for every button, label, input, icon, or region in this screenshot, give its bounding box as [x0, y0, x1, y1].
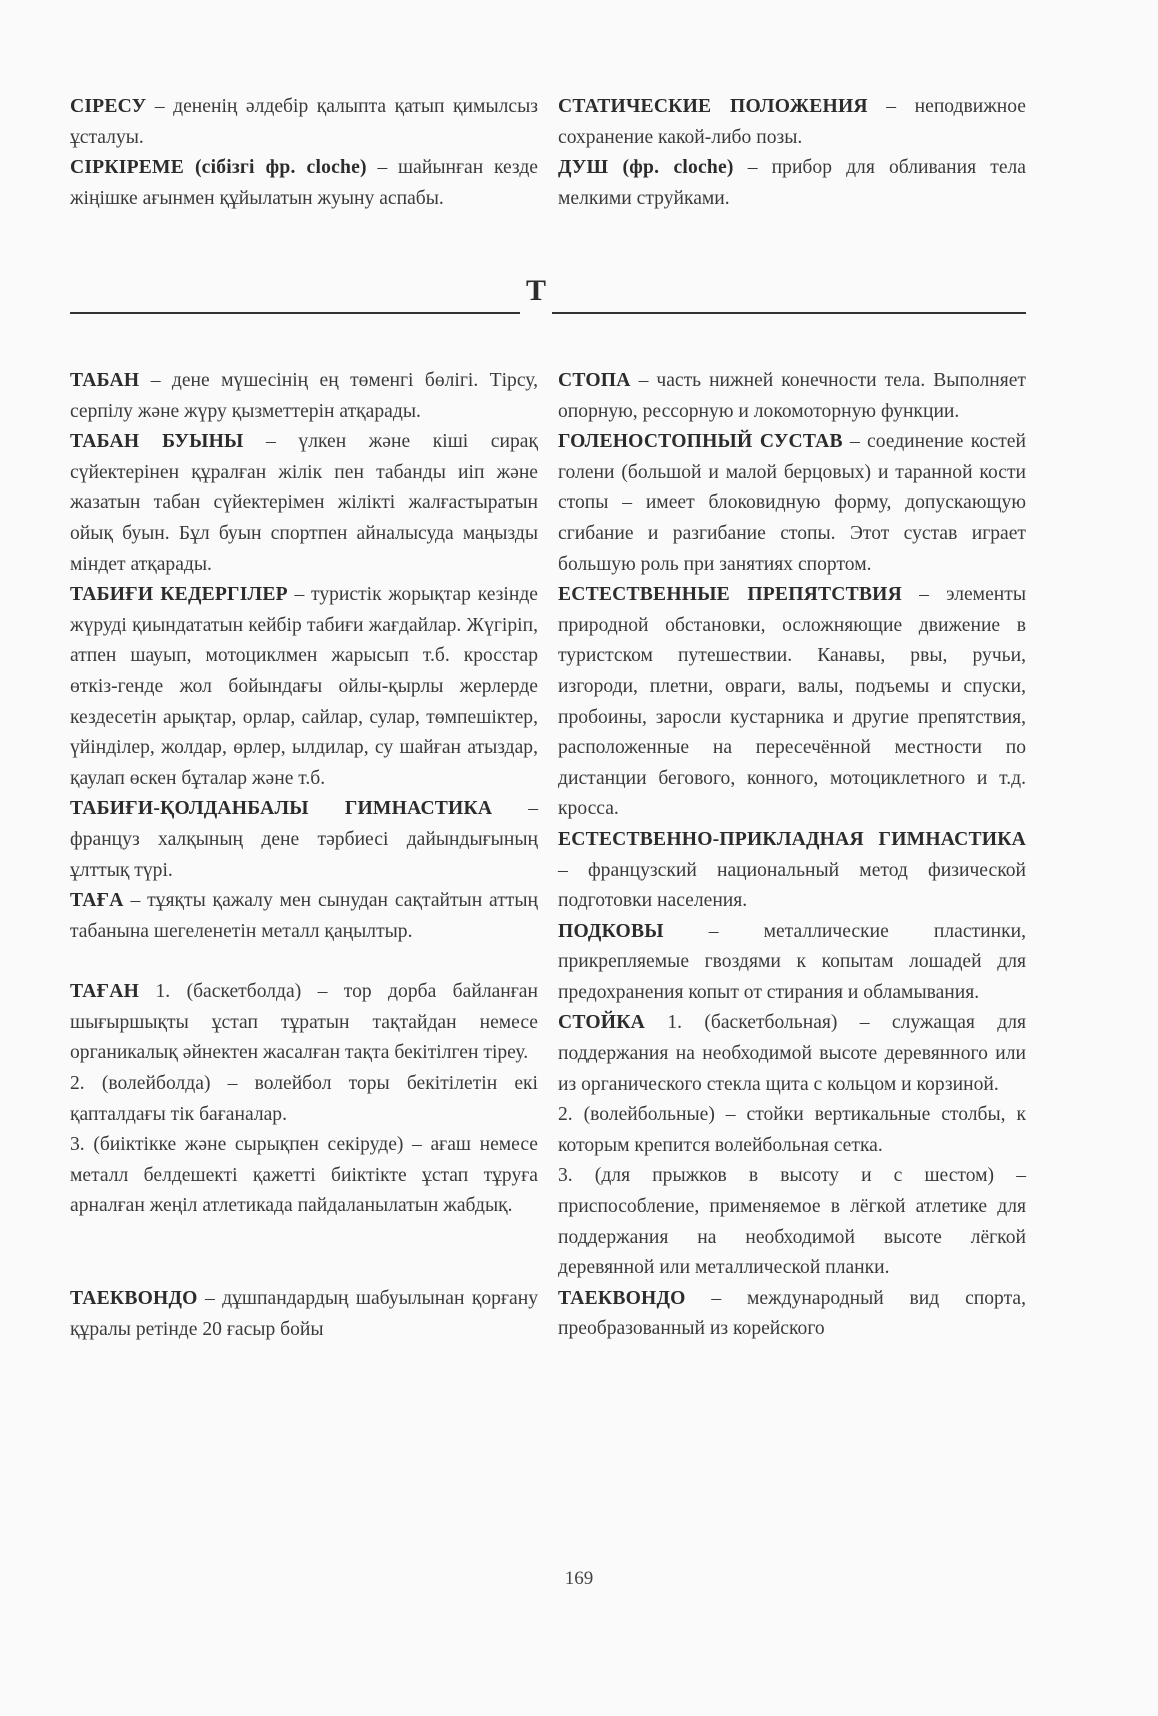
top-left-column: [70, 92, 538, 214]
entry-term: СТОПА: [558, 370, 631, 391]
entry-term: СТОЙКА: [558, 1012, 645, 1034]
entry-definition: 1. (баскетбольная) – служащая для поддержания на необходимой высоте деревянного или из органического стекла щита с кольцом и корзиной.: [558, 1012, 1026, 1095]
entry-term: СІРКІРЕМЕ (сібізгі фр. cloche): [70, 157, 367, 179]
entry: [70, 153, 538, 214]
entry-definition: 2. (волейболда) – волейбол торы бекітілетін екі қапталдағы тік бағаналар.: [70, 1073, 538, 1125]
entry-definition: – шайынған кезде жіңішке ағынмен құйылатын жуыну аспабы.: [70, 157, 538, 209]
entry: [558, 1008, 1026, 1100]
entry-definition: – соединение костей голени (большой и малой берцовых) и таранной кости стопы – имеет блоковидную форму, допускающую сгибание и разгибание стопы. Этот сустав играет большую роль при занятиях спортом.: [558, 431, 1026, 575]
entry-definition: – дұшпандардың шабуылынан қорғану құралы ретінде 20 ғасыр бойы: [70, 1288, 538, 1340]
entry-definition: – часть нижней конечности тела. Выполняет опорную, рессорную и локомоторную функции.: [558, 370, 1026, 422]
entry-subsense: [558, 1161, 1026, 1283]
entry: [70, 92, 538, 153]
entry: [70, 977, 538, 1069]
divider-right: [552, 312, 1026, 314]
entry-term: ДУШ (фр. cloche): [558, 157, 734, 179]
entry-definition: – тұяқты қажалу мен сынудан сақтайтын аттың табанына шегеленетін металл қаңылтыр.: [70, 890, 538, 942]
main-left-column: [70, 366, 538, 1345]
entry-definition: 1. (баскетболда) – тор дорба байланған шығыршықты ұстап тұратын тақтайдан немесе органикалық әйнектен жасалған тақта бекітілген тіреу.: [70, 981, 538, 1064]
entry: [70, 366, 538, 427]
entry-definition: – дененің әлдебір қалыпта қатып қимылсыз ұсталуы.: [70, 96, 538, 148]
entry: [558, 92, 1026, 153]
entry-term: ТАҒА: [70, 890, 124, 912]
entry: [558, 1284, 1026, 1345]
entry: [558, 427, 1026, 580]
entry: [70, 886, 538, 947]
entry: [558, 825, 1026, 917]
divider-left: [70, 312, 520, 314]
entry: [558, 366, 1026, 427]
top-right-column: [558, 92, 1026, 214]
entry-term: ТАБАН БУЫНЫ: [70, 431, 244, 453]
entry: [70, 1284, 538, 1345]
entry-definition: – металлические пластинки, прикрепляемые гвоздями к копытам лошадей для предохранения копыт от стирания и обламывания.: [558, 920, 1026, 1003]
entry-definition: – неподвижное сохранение какой-либо позы.: [558, 96, 1026, 148]
entry-definition: – француз халқының дене тәрбиесі дайындығының ұлттық түрі.: [70, 798, 538, 881]
entry-term: ПОДКОВЫ: [558, 920, 664, 942]
entry-subsense: [70, 1130, 538, 1222]
entry-definition: – международный вид спорта, преобразованный из корейского: [558, 1287, 1026, 1340]
entry-definition: – туристік жорықтар кезінде жүруді қиындататын кейбір табиғи жағдайлар. Жүгіріп, атпен шауып, мотоциклмен жарысып т.б. кросстар өткіз-генде жол бойындағы ойлы-қырлы жерлерде кездесетін арықтар, орлар, сайлар, сулар, төмпешіктер, үйінділер, жолдар, өрлер, ылдилар, су шайған атыздар, қаулап өскен бұталар және т.б.: [70, 584, 538, 789]
entry-definition: 3. (биіктікке және сырықпен секіруде) – ағаш немесе металл белдешекті қажетті биіктікте ұстап тұруға арналған жеңіл атлетикада пайдаланылатын жабдық.: [70, 1134, 538, 1217]
section-header: [70, 274, 1026, 318]
entry: [558, 580, 1026, 825]
entry-definition: – дене мүшесінің ең төменгі бөлігі. Тірсу, серпілу және жүру қызметтерін атқарады.: [70, 370, 538, 422]
entry-definition: – французский национальный метод физической подготовки населения.: [558, 859, 1026, 912]
entry: [70, 427, 538, 580]
main-right-column: [558, 366, 1026, 1345]
entry-definition: 3. (для прыжков в высоту и с шестом) – приспособление, применяемое в лёгкой атлетике для поддержания на необходимой высоте лёгкой деревянной или металлической планки.: [558, 1165, 1026, 1279]
entry-term: ТАЕКВОНДО: [558, 1287, 686, 1309]
entry: [558, 153, 1026, 214]
entry-term: ГОЛЕНОСТОПНЫЙ СУСТАВ: [558, 431, 843, 453]
entry-term: СІРЕСУ: [70, 96, 147, 117]
entry-definition: – прибор для обливания тела мелкими струйками.: [558, 157, 1026, 209]
entry-term: СТАТИЧЕСКИЕ ПОЛОЖЕНИЯ: [558, 96, 868, 117]
entry-definition: – үлкен және кіші сирақ сүйектерінен құралған жілік пен табанды иіп және жазатын табан сүйектерімен жілікті жалғастыратын ойық буын. Бұл буын спортпен айналысуда маңызды міндет атқарады.: [70, 431, 538, 575]
entry: [70, 580, 538, 794]
entry-subsense: [70, 1069, 538, 1130]
entry-term: ТАБИҒИ-ҚОЛДАНБАЛЫ ГИМНАСТИКА: [70, 798, 493, 820]
entry: [558, 917, 1026, 1009]
entry-term: ТАҒАН: [70, 981, 140, 1003]
entry-definition: 2. (волейбольные) – стойки вертикальные столбы, к которым крепится волейбольная сетка.: [558, 1104, 1026, 1156]
entry-subsense: [558, 1100, 1026, 1161]
entry-term: ТАБИҒИ КЕДЕРГІЛЕР: [70, 584, 288, 606]
entry-term: ТАБАН: [70, 370, 140, 391]
entry-term: ЕСТЕСТВЕННЫЕ ПРЕПЯТСТВИЯ: [558, 584, 902, 606]
page-number: 169: [564, 1568, 594, 1589]
entry: [70, 794, 538, 886]
entry-term: ТАЕКВОНДО: [70, 1288, 198, 1310]
section-letter: Т: [525, 274, 546, 307]
entry-definition: – элементы природной обстановки, осложняющие движение в туристском путешествии. Канавы, рвы, ручьи, изгороди, плетни, овраги, валы, подъемы и спуски, пробоины, заросли кустарника и другие препятствия, расположенные на пересечённой местности по дистанции бегового, конного, мотоциклетного и т.д. кросса.: [558, 584, 1026, 820]
entry-term: ЕСТЕСТВЕННО-ПРИКЛАДНАЯ ГИМНАСТИКА: [558, 828, 1026, 850]
